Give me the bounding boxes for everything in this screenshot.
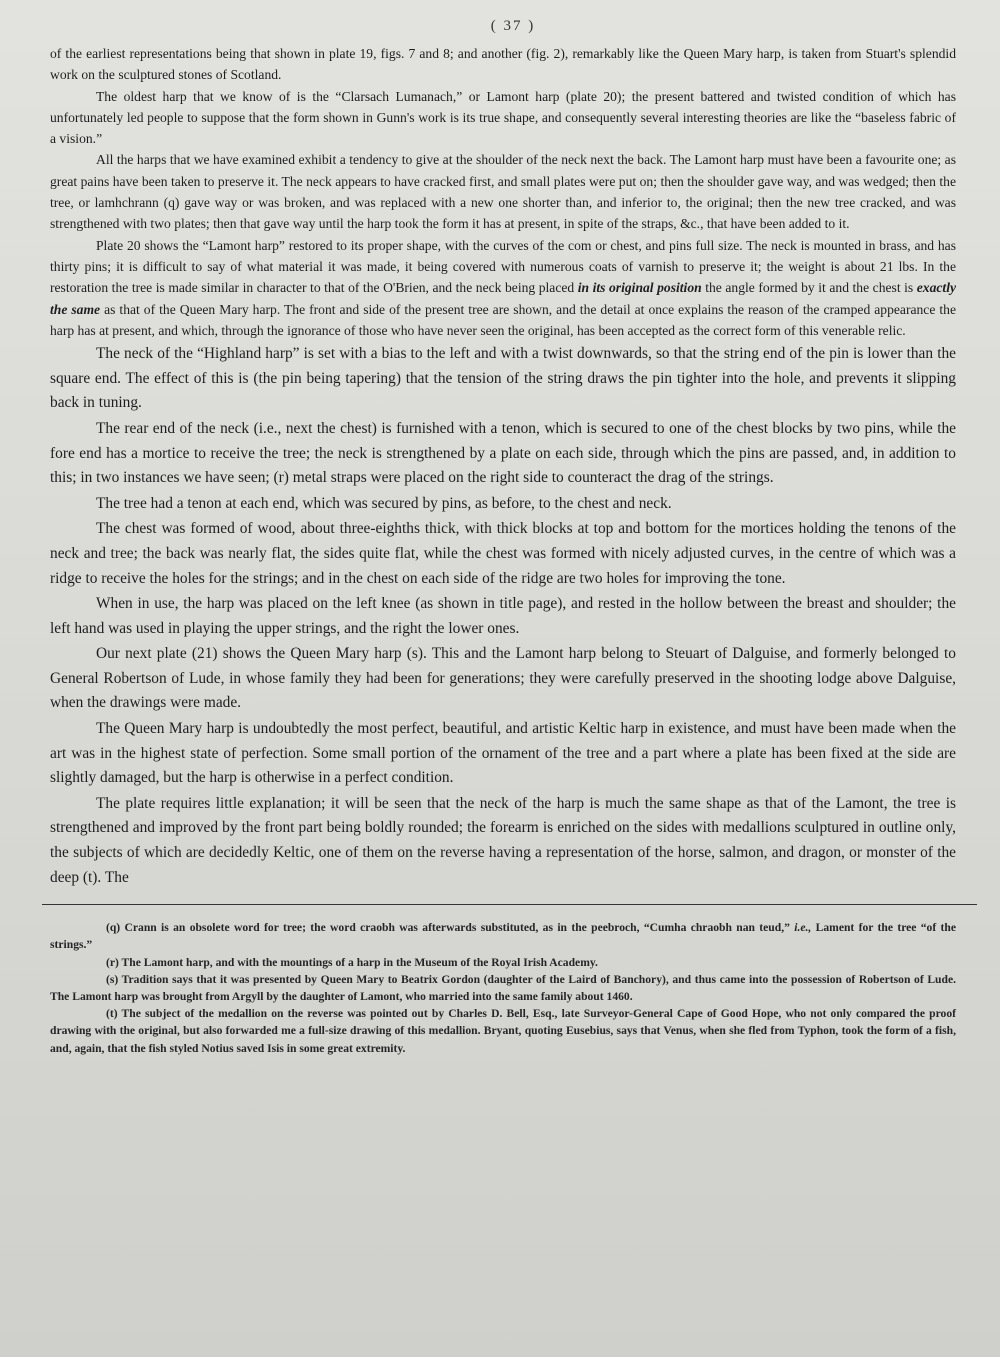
paragraph-6: The rear end of the neck (i.e., next the chest) is furnished with a tenon, which is secured to one of the chest blocks by two pins, while the fore end has a mortice to receive the tree; the neck is strengthened by a plate on each side, through which the pins are passed, and, in addition to this; in two instances we have seen; (r) metal straps were placed on the right side to counteract the drag of the strings. bbox=[50, 419, 956, 487]
page-number: ( 37 ) bbox=[490, 18, 536, 34]
footnote-q-ie: i.e., bbox=[794, 921, 812, 935]
paragraph-2: The oldest harp that we know of is the “Clarsach Lumanach,” or Lamont harp (plate 20); the present battered and twisted condition of which has unfortunately led people to suppose that the form shown in Gunn's work is its true shape, and consequently several interesting theories are like the “baseless fabric of a vision.” bbox=[50, 88, 956, 147]
paragraph-4-part-e: as that of the Queen Mary harp. The front and side of the present tree are shown, and the detail at once explains the reason of the cramped appearance the harp has at present, and which, through the ignorance of those who have never seen the original, has been accepted as the correct form of this venerable relic. bbox=[50, 301, 956, 338]
paragraph-4 bbox=[50, 235, 956, 341]
footnote-divider bbox=[42, 904, 977, 905]
footnote-t: (t) The subject of the medallion on the reverse was pointed out by Charles D. Bell, Esq., late Surveyor-General Cape of Good Hope, who not only compared the proof drawing with the original, but also forwarded me a full-size drawing of this medallion. Bryant, quoting Eusebius, says that Venus, when she fled from Typhon, took the form of a fish, and, again, that the fish styled Notius saved Isis in some great extremity. bbox=[50, 1007, 956, 1055]
emphasis-exactly-same: exactly the same bbox=[50, 280, 956, 317]
emphasis-original-position: in its original position bbox=[577, 280, 702, 296]
footnote-s: (s) Tradition says that it was presented by Queen Mary to Beatrix Gordon (daughter of the Laird of Banchory), and thus came into the possession of Robertson of Lude. The Lamont harp was brought from Argyll by the daughter of Lamont, who married into the same family about 1460. bbox=[50, 972, 956, 1004]
paragraph-8: The chest was formed of wood, about three-eighths thick, with thick blocks at top and bottom for the mortices holding the tenons of the neck and tree; the back was nearly flat, the sides quite flat, while the chest was formed with nicely adjusted curves, in the centre of which was a ridge to receive the holes for the strings; and in the chest on each side of the ridge are two holes for improving the tone. bbox=[50, 520, 956, 587]
paragraph-10: Our next plate (21) shows the Queen Mary harp (s). This and the Lamont harp belong to Steuart of Dalguise, and formerly belonged to General Robertson of Lude, in whose family they had been for generations; they were carefully preserved in the shooting lodge above Dalguise, when the drawings were made. bbox=[50, 645, 956, 712]
paragraph-7: The tree had a tenon at each end, which was secured by pins, as before, to the chest and neck. bbox=[96, 494, 672, 512]
body-text-large bbox=[50, 342, 956, 890]
paragraph-12: The plate requires little explanation; it will be seen that the neck of the harp is much the same shape as that of the Lamont, the tree is strengthened and improved by the front part being boldly rounded; the forearm is enriched on the sides with medallions sculptured in outline only, the subjects of which are decidedly Keltic, one of them on the reverse having a representation of the horse, salmon, and dragon, or monster of the deep (t). The bbox=[50, 794, 956, 886]
footnote-q-part-a: (q) Crann is an obsolete word for tree; the word craobh was afterwards substituted, as in the peebroch, “Cumha chraobh nan teud,” bbox=[106, 921, 795, 935]
paragraph-5: The neck of the “Highland harp” is set with a bias to the left and with a twist downwards, so that the string end of the pin is lower than the square end. The effect of this is (the pin being tapering) that the tension of the string draws the pin tighter into the hole, and prevents it slipping back in tuning. bbox=[50, 345, 956, 412]
paragraph-4-part-c: the angle formed by it and the chest is bbox=[701, 280, 917, 296]
paragraph-11: The Queen Mary harp is undoubtedly the most perfect, beautiful, and artistic Keltic harp in existence, and must have been made when the art was in the highest state of perfection. Some small portion of the ornament of the tree and a part where a plate has been fixed at the side are slightly damaged, but the harp is otherwise in a perfect condition. bbox=[50, 720, 956, 787]
paragraph-9: When in use, the harp was placed on the left knee (as shown in title page), and rested in the hollow between the breast and shoulder; the left hand was used in playing the upper strings, and the right the lower ones. bbox=[50, 595, 956, 637]
footnote-q bbox=[50, 919, 956, 953]
paragraph-1: of the earliest representations being that shown in plate 19, figs. 7 and 8; and another (fig. 2), remarkably like the Queen Mary harp, is taken from Stuart's splendid work on the sculptured stones of Scotland. bbox=[50, 46, 956, 83]
body-text-small bbox=[50, 43, 956, 341]
footnote-q-part-c: Lament for the tree “of the strings.” bbox=[50, 921, 956, 952]
paragraph-4-part-a: Plate 20 shows the “Lamont harp” restored to its proper shape, with the curves of the com or chest, and pins full size. The neck is mounted in brass, and has thirty pins; it is difficult to say of what material it was made, it being covered with numerous coats of varnish to preserve it; the weight is about 21 lbs. In the restoration the tree is made similar in character to that of the O'Brien, and the neck being placed bbox=[50, 237, 956, 296]
paragraph-3: All the harps that we have examined exhibit a tendency to give at the shoulder of the neck next the back. The Lamont harp must have been a favourite one; as great pains have been taken to preserve it. The neck appears to have cracked first, and small plates were put on; then the shoulder gave way, and was wedged; then the tree, or lamhchrann (q) gave way or was broken, and was replaced with a new one shorter than, and inferior to, the original; then the new tree cracked, and was strengthened with two plates; then that gave way until the harp took the form it has at present, in spite of the straps, &c., that have been added to it. bbox=[50, 152, 956, 232]
footnotes bbox=[50, 919, 956, 1057]
footnote-r: (r) The Lamont harp, and with the mountings of a harp in the Museum of the Royal Irish Academy. bbox=[106, 955, 598, 969]
